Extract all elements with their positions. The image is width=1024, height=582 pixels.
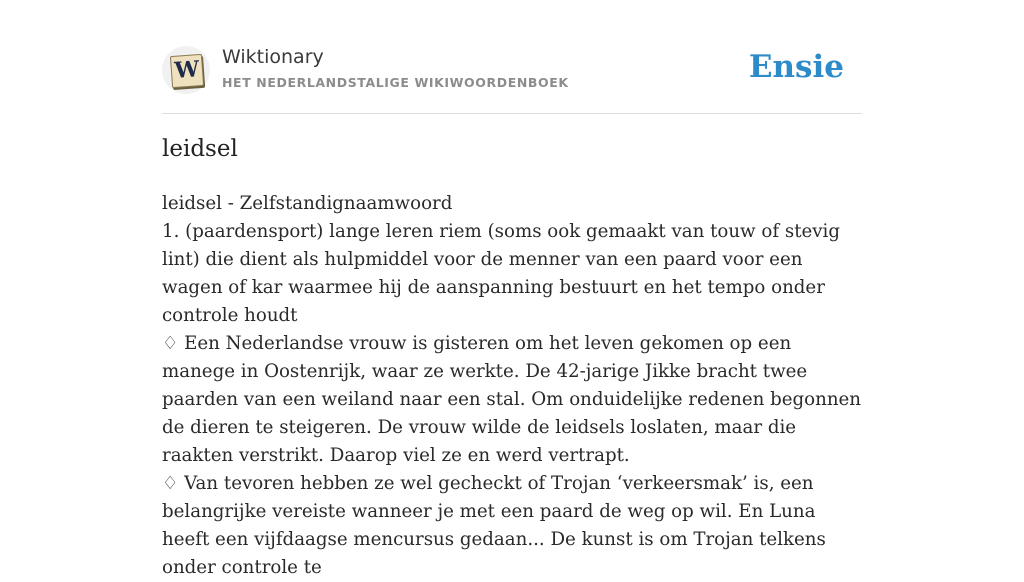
header-divider xyxy=(162,113,862,114)
logo-tile-icon xyxy=(170,54,204,88)
entry-content xyxy=(162,190,864,582)
entry-definition: 1. (paardensport) lange leren riem (soms ook gemaakt van touw of stevig lint) die dient als hulpmiddel voor de menner van een paard voor een wagen of kar waarmee hij de aanspanning bestuurt en het tempo onder controle houdt xyxy=(162,221,840,326)
logo-letter: W xyxy=(173,56,201,84)
entry-example-1: ♢ Een Nederlandse vrouw is gisteren om het leven gekomen op een manege in Oostenrijk, waar ze werkte. De 42-jarige Jikke bracht twee paarden van een weiland naar een stal. Om onduidelijke redenen begonnen de dieren te steigeren. De vrouw wilde de leidsels loslaten, maar die raakten verstrikt. Daarop viel ze en werd vertrapt. xyxy=(162,333,862,466)
entry-example-2: ♢ Van tevoren hebben ze wel gecheckt of Trojan ‘verkeersmak’ is, een belangrijke vereiste wanneer je met een paard de weg op wil. En Luna heeft een vijfdaagse mencursus gedaan... De kunst is om Trojan telkens onder controle te xyxy=(162,473,826,578)
ensie-brand-logo[interactable]: Ensie xyxy=(748,49,844,85)
site-header xyxy=(162,44,862,96)
wiktionary-logo[interactable] xyxy=(162,46,210,94)
entry-heading: leidsel - Zelfstandignaamwoord xyxy=(162,193,453,214)
page-title: leidsel xyxy=(162,136,238,162)
site-title[interactable]: Wiktionary xyxy=(222,46,324,68)
site-subtitle: HET NEDERLANDSTALIGE WIKIWOORDENBOEK xyxy=(222,75,569,90)
